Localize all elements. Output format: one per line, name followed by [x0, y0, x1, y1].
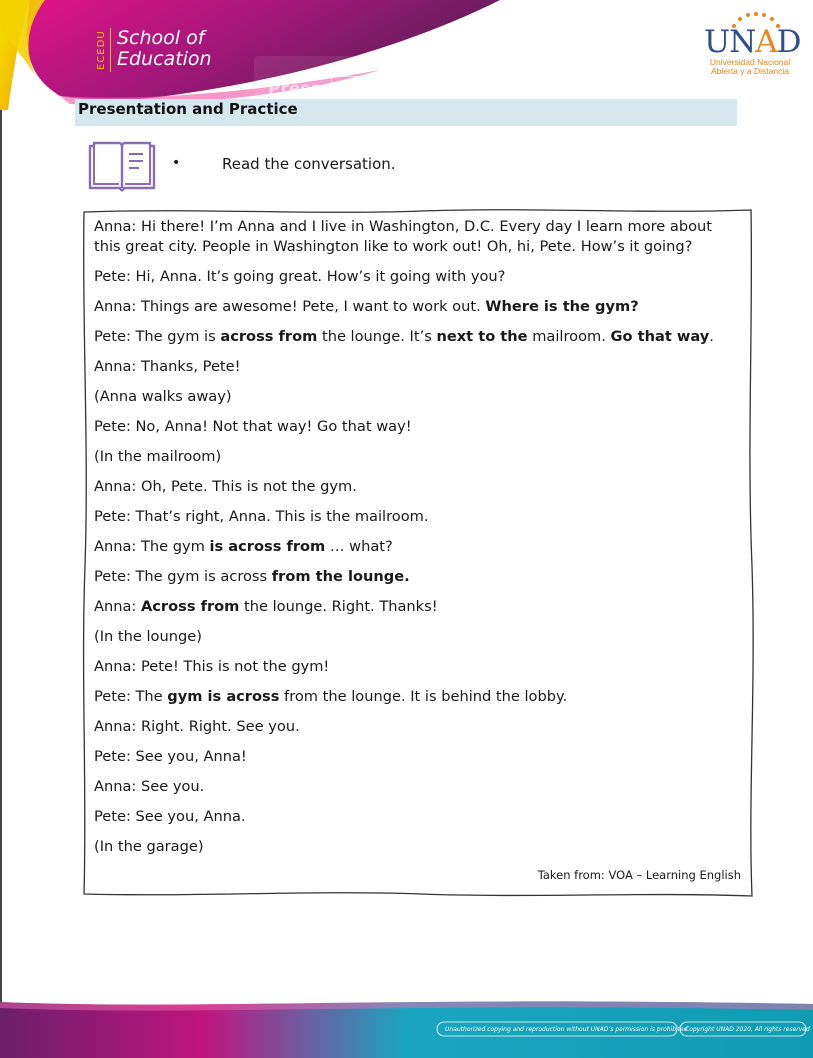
school-of-education-logo [96, 28, 212, 72]
line-text: Anna: Oh, Pete. This is not the gym. [94, 478, 357, 495]
footer-copyright: Copyright UNAD 2020, All rights reserved [685, 1026, 810, 1033]
open-book-icon [87, 140, 157, 194]
school-line-2: Education [117, 48, 212, 70]
instruction-text: Read the conversation. [222, 155, 396, 173]
bold-phrase: Across from [140, 598, 240, 615]
bold-phrase: gym is across [167, 688, 280, 705]
school-line-1: School of [117, 27, 205, 49]
line-text: Pete: See you, Anna. [94, 808, 246, 825]
conversation-line [94, 217, 739, 257]
conversation-text [94, 217, 739, 867]
line-text: Anna: Right. Right. See you. [94, 718, 300, 735]
unad-logo [704, 14, 801, 76]
line-text: … what? [325, 538, 393, 555]
line-text: the lounge. It’s [317, 328, 437, 345]
university-name-line-1: Universidad Nacional [709, 57, 791, 67]
line-text: (In the mailroom) [94, 448, 222, 465]
conversation-line [94, 717, 739, 737]
hint-rest: to exit full screen [386, 79, 556, 99]
line-text: Pete: That’s right, Anna. This is the mailroom. [94, 508, 429, 525]
conversation-line [94, 837, 739, 857]
conversation-line [94, 567, 739, 587]
conversation-line [94, 267, 739, 287]
bold-phrase: across from [220, 328, 318, 345]
footer-banner [0, 990, 813, 1058]
conversation-line [94, 747, 739, 767]
line-text: (Anna walks away) [94, 388, 232, 405]
line-text: (In the lounge) [94, 628, 202, 645]
conversation-line [94, 417, 739, 437]
line-text: Anna: See you. [94, 778, 205, 795]
line-text: from the lounge. It is behind the lobby. [279, 688, 568, 705]
conversation-line [94, 687, 739, 707]
conversation-line [94, 357, 739, 377]
line-text: Anna: [94, 598, 141, 615]
conversation-line [94, 507, 739, 527]
conversation-line [94, 447, 739, 467]
bold-phrase: from the lounge. [271, 568, 410, 585]
line-text: Pete: The [94, 688, 168, 705]
conversation-line [94, 627, 739, 647]
unad-wordmark: UNAD [704, 24, 801, 60]
line-text: (In the garage) [94, 838, 204, 855]
bold-phrase: next to the [436, 328, 528, 345]
line-text: Pete: The gym is [94, 328, 221, 345]
bold-phrase: Where is the gym? [485, 298, 639, 315]
line-text: mailroom. [527, 328, 611, 345]
conversation-line [94, 657, 739, 677]
conversation-line [94, 387, 739, 407]
line-text: Anna: Thanks, Pete! [94, 358, 241, 375]
line-text: Pete: Hi, Anna. It’s going great. How’s it going with you? [94, 268, 506, 285]
section-title: Presentation and Practice [78, 100, 298, 118]
line-text: the lounge. Right. Thanks! [239, 598, 438, 615]
conversation-line [94, 477, 739, 497]
conversation-line [94, 777, 739, 797]
hint-press: Press [268, 79, 321, 99]
line-text: Pete: No, Anna! Not that way! Go that way! [94, 418, 412, 435]
footer-copy-notice: Unauthorized copying and reproduction without UNAD’s permission is prohibited [445, 1026, 688, 1033]
line-text: Anna: Hi there! I’m Anna and I live in Washington, D.C. Every day I learn more about this great city. People in Washington like to work out! Oh, hi, Pete. How’s it going? [94, 218, 713, 255]
university-name-line-2: Abierta y a Distancia [711, 66, 789, 76]
conversation-line [94, 327, 739, 347]
esc-key: Esc [331, 76, 377, 102]
bullet: • [172, 155, 181, 171]
line-text: Anna: The gym [94, 538, 210, 555]
bold-phrase: Go that way [610, 328, 710, 345]
page-left-border [0, 0, 2, 1058]
conversation-line [94, 297, 739, 317]
conversation-line [94, 807, 739, 827]
source-credit: Taken from: VOA – Learning English [537, 868, 741, 882]
line-text: Anna: Pete! This is not the gym! [94, 658, 330, 675]
conversation-line [94, 597, 739, 617]
line-text: . [709, 328, 714, 345]
ecedu-label: ECEDU [96, 28, 111, 72]
line-text: Anna: Things are awesome! Pete, I want to work out. [94, 298, 486, 315]
conversation-line [94, 537, 739, 557]
line-text: Pete: See you, Anna! [94, 748, 247, 765]
line-text: Pete: The gym is across [94, 568, 272, 585]
bold-phrase: is across from [209, 538, 326, 555]
